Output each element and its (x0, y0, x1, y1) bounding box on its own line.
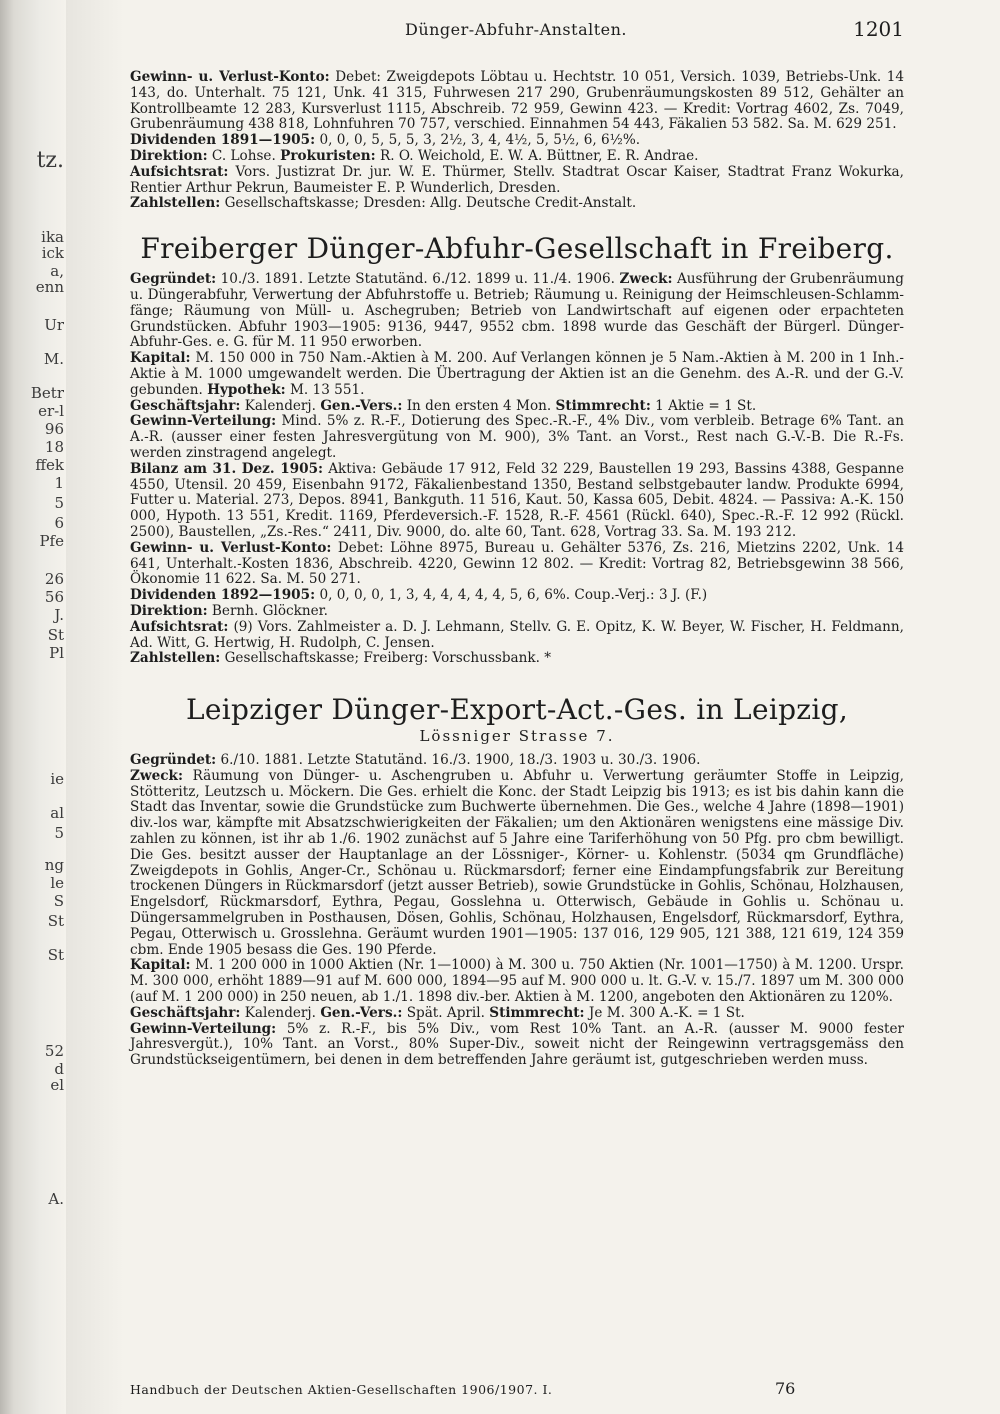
margin-fragment: er-l (38, 402, 64, 420)
entry-key: Zahlstellen: (130, 650, 221, 667)
margin-fragment: 18 (44, 438, 64, 456)
page-footer (130, 1379, 904, 1402)
entry-key: Gen.-Vers.: (320, 1004, 403, 1021)
entry-dividenden (130, 133, 904, 149)
margin-fragment: ie (50, 770, 64, 788)
entry-key: Gegründet: (130, 752, 217, 769)
entry-text: 10./3. 1891. Letzte Statutänd. 6./12. 1899 u. 11./4. 1906. (220, 271, 615, 288)
margin-fragment: St (47, 912, 64, 930)
margin-fragment: ng (44, 856, 64, 874)
entry-key: Hypothek: (207, 381, 286, 398)
entry-text: C. Lohse. (211, 147, 276, 164)
entry-text: In den ersten 4 Mon. (406, 397, 552, 414)
margin-fragment: le (50, 874, 64, 892)
margin-fragment: S (53, 892, 64, 910)
margin-fragment: Pl (49, 644, 64, 662)
entry-gewinn-verlust (130, 70, 904, 133)
margin-fragment: d (54, 1060, 64, 1078)
entry-key: Gen.-Vers.: (320, 397, 403, 414)
entry-text: M. 1 200 000 in 1000 Aktien (Nr. 1—1000) à M. 300 u. 750 Aktien (Nr. 1001—1750) à M. 1200. Urspr. M. 300 000, erhöht 1889—91 auf M. 600 000, 1894—95 auf M. 900 000 u. lt. G.-V. v. 15./7. 1897 um M. 300 000 (auf M. 1 200 000) in 250 neuen, ab 1./1. 1898 div.-ber. Aktien à M. 1200, angeboten den Aktionären zu 120%. (130, 957, 904, 1006)
margin-fragment: M. (43, 350, 64, 368)
entry-key: Aufsichtsrat: (130, 163, 229, 180)
page-number: 1201 (853, 17, 904, 41)
company-heading: Freiberger Dünger-Abfuhr-Gesellschaft in Freiberg. (140, 232, 894, 266)
entry-key: Stimmrecht: (555, 397, 651, 414)
margin-fragment: St (47, 946, 64, 964)
entry-key: Gewinn-Verteilung: (130, 413, 277, 430)
entry-geschaeftsjahr (130, 1006, 904, 1022)
margin-fragment: St (47, 626, 64, 644)
margin-fragment: enn (35, 278, 64, 296)
entry-text: Vors. Justizrat Dr. jur. W. E. Thürmer, Stellv. Stadtrat Oscar Kaiser, Stadtrat Franz Wokurka, Rentier Arthur Pekrun, Baumeister E. P. Wunderlich, Dresden. (130, 163, 904, 196)
entry-text: 5% z. R.-F., bis 5% Div., vom Rest 10% Tant. an A.-R. (ausser M. 9000 fester Jahresvergüt.), 10% Tant. an Vorst., 80% Super-Div., soweit nicht der Reingewinn vertragsgemäss den Grundstückseigentümern, bei denen in dem betreffenden Jahre geräumt ist, gutgeschrieben werden muss. (130, 1020, 904, 1069)
margin-fragment: 5 (54, 494, 64, 512)
company-heading: Leipziger Dünger-Export-Act.-Ges. in Leipzig, (185, 693, 849, 727)
entry-key: Gewinn- u. Verlust-Konto: (130, 69, 330, 85)
entry-geschaeftsjahr (130, 399, 904, 415)
entry-key: Kapital: (130, 957, 191, 974)
entry-text: Gesellschaftskasse; Dresden: Allg. Deutsche Credit-Anstalt. (224, 195, 637, 212)
running-header (128, 17, 904, 50)
entry-bilanz (130, 462, 904, 541)
entry-key: Geschäftsjahr: (130, 397, 241, 414)
margin-fragment: ffek (35, 456, 64, 474)
section-freiberg (130, 232, 904, 667)
margin-fragment: 52 (44, 1042, 64, 1060)
margin-fragment: 5 (54, 824, 64, 842)
section-leipzig (130, 693, 904, 1069)
entry-text: Debet: Zweigdepots Löbtau u. Hechtstr. 10 051, Versich. 1039, Betriebs-Unk. 14 143, do. Unterhalt. 75 121, Unk. 41 315, Fuhrwesen 217 290, Grubenräumungskosten 89 512, Gehälter an Kontrollbeamte 12 283, Kursverlust 1115, Abschreib. 72 959, Gewinn 423. — Kredit: Vortrag 4602, Zs. 7049, Grubenräumung 438 818, Lohnfuhren 70 757, verschied. Einnahmen 54 443, Fäkalien 53 582. Sa. M. 629 251. (130, 69, 905, 133)
entry-key: Dividenden 1892—1905: (130, 587, 316, 604)
entry-gewinn-verlust (130, 541, 904, 588)
entry-kapital (130, 351, 904, 398)
entry-key: Dividenden 1891—1905: (130, 132, 316, 149)
entry-zweck (130, 769, 904, 959)
entry-text: Mind. 5% z. R.-F., Dotierung des Spec.-R.-F., 4% Div., vom verbleib. Betrage 6% Tant. an A.-R. (ausser einer festen Jahresvergütung von M. 900), 3% Tant. an Vorst., Rest nach G.-V.-B. Die R.-Fs. werden zinstragend angelegt. (130, 413, 904, 461)
entry-text: Kalenderj. (244, 1004, 316, 1021)
margin-fragment: ika (41, 228, 64, 246)
margin-fragment: A. (48, 1190, 64, 1208)
entry-text: 1 Aktie = 1 St. (655, 397, 757, 414)
entry-text: Bernh. Glöckner. (211, 602, 328, 619)
entry-text: Debet: Löhne 8975, Bureau u. Gehälter 5376, Zs. 216, Mietzins 2202, Unk. 14 641, Unterhalt.-Kosten 1836, Abschreib. 4220, Gewinn 12 802. — Kredit: Vortrag 82, Betriebsgewinn 38 566, Ökonomie 11 622. Sa. M. 50 271. (130, 539, 904, 588)
entry-text: Je M. 300 A.-K. = 1 St. (588, 1004, 745, 1021)
entry-key: Stimmrecht: (489, 1004, 585, 1021)
running-title: Dünger-Abfuhr-Anstalten. (404, 20, 628, 39)
margin-fragment: 26 (44, 570, 64, 588)
entry-key: Gewinn-Verteilung: (130, 1020, 277, 1037)
entry-key: Zahlstellen: (130, 195, 221, 212)
margin-fragment: tz. (36, 148, 64, 173)
entry-text: 6./10. 1881. Letzte Statutänd. 16./3. 1900, 18./3. 1903 u. 30./3. 1906. (220, 752, 701, 769)
section-dresden-continued (130, 70, 904, 212)
entry-zahlstellen (130, 651, 904, 667)
left-margin-previous-page (0, 0, 66, 1414)
margin-fragment: J. (54, 606, 64, 624)
entry-gewinn-verteilung (130, 1022, 904, 1069)
entry-direktion (130, 604, 904, 620)
entry-zahlstellen (130, 196, 904, 212)
entry-dividenden (130, 588, 904, 604)
margin-fragment: a, (50, 262, 64, 280)
margin-fragment: el (50, 1076, 64, 1094)
entry-key: Direktion: (130, 147, 208, 164)
entry-text: M. 150 000 in 750 Nam.-Aktien à M. 200. Auf Verlangen können je 5 Nam.-Aktien à M. 200 in 1 Inh.-Aktie à M. 1000 umgewandelt werden. Die Übertragung der Aktien ist an die Genehm. des A.-R. und der G.-V. gebunden. (130, 350, 904, 398)
entry-key: Direktion: (130, 602, 208, 619)
entry-key: Geschäftsjahr: (130, 1004, 241, 1021)
entry-text: Kalenderj. (244, 397, 316, 414)
entry-aufsichtsrat (130, 165, 904, 197)
page-gutter (66, 0, 124, 1414)
entry-text: Räumung von Dünger- u. Aschengruben u. Abfuhr u. Verwertung geräumter Stoffe in Leipzig, Stötteritz, Leutzsch u. Möckern. Die Ges. erhielt die Konc. der Stadt Leipzig bis 1913; es ist bis dahin kann die Stadt das Inventar, sowie die Grundstücke zum Buchwerte übernehmen. Die Ges., welche 4 Jahre (1898—1901) div.-los war, kämpfte mit Absatzschwierigkeiten der Fäkalien; um den Aktionären wenigstens eine mässige Div. zahlen zu können, ist ihr ab 1./6. 1902 zunächst auf 5 Jahre eine Tariferhöhung von 50 Pfg. pro cbm bewilligt. Die Ges. besitzt ausser der Hauptanlage an der Lössniger-, Körner- u. Kohlenstr. (5034 qm Grundfläche) Zweigdepots in Gohlis, Anger-Cr., Schönau u. Rückmarsdorf; ferner eine Eindampfungsfabrik zur Bereitung trockenen Düngers in Rückmarsdorf (jetzt ausser Betrieb), sowie Grundstücke in Gohlis, Schönau, Holzhausen, Engelsdorf, Rückmarsdorf, Eythra, Pegau, Gosslehna u. Otterwisch, Gebäude in Gohlis u. Schönau u. Düngersammelgruben in Posthausen, Dösen, Gohlis, Schönau, Holzhausen, Engelsdorf, Rückmarsdorf, Eythra, Pegau, Otterwisch u. Grosslehna. Geräumt wurden 1901—1905: 137 016, 129 905, 121 388, 121 619, 124 359 cbm. Ende 1905 besass die Ges. 190 Pferde. (130, 767, 904, 958)
margin-fragment: Ur (44, 316, 64, 334)
entry-text: 0, 0, 0, 0, 1, 3, 4, 4, 4, 4, 4, 5, 6, 6%. Coup.-Verj.: 3 J. (F.) (319, 587, 708, 604)
entry-gewinn-verteilung (130, 414, 904, 461)
entry-text: 0, 0, 0, 5, 5, 5, 3, 2½, 3, 4, 4½, 5, 5½, 6, 6½%. (319, 132, 641, 149)
entry-key: Kapital: (130, 350, 191, 367)
entry-key: Gegründet: (130, 271, 217, 288)
entry-direktion-prokuristen (130, 149, 904, 165)
entry-text: Ausführung der Grubenräumung u. Düngerabfuhr, Verwertung der Abfuhrstoffe u. Betrieb; Räumung u. Reinigung der Heimschleusen-Schlammfänge; Räumung von Müll- u. Aschegruben; Betrieb von Landwirtschaft auf eigenen oder erpachteten Grundstücken. Abfuhr 1903—1905: 9136, 9447, 9552 cbm. 1898 wurde das Geschäft der Bürgerl. Dünger-Abfuhr-Ges. e. G. für M. 11 950 erworben. (130, 271, 904, 351)
margin-fragment: 96 (44, 420, 64, 438)
entry-gegruendet-zweck (130, 272, 904, 351)
entry-key: Bilanz am 31. Dez. 1905: (130, 460, 324, 477)
entry-key: Gewinn- u. Verlust-Konto: (130, 539, 332, 556)
page-body (130, 70, 904, 1069)
footer-signature-number: 76 (775, 1379, 796, 1398)
entry-aufsichtsrat (130, 620, 904, 652)
entry-key: Zweck: (130, 767, 183, 784)
entry-text: Spät. April. (406, 1004, 485, 1021)
entry-key: Prokuristen: (280, 147, 376, 164)
margin-fragment: 6 (54, 514, 64, 532)
footer-publication: Handbuch der Deutschen Aktien-Gesellschaften 1906/1907. I. (130, 1382, 553, 1397)
entry-gegruendet (130, 753, 904, 769)
entry-key: Zweck: (619, 271, 673, 288)
company-address: Lössniger Strasse 7. (419, 727, 615, 746)
margin-fragment: al (50, 804, 64, 822)
margin-fragment: ick (41, 244, 64, 262)
entry-text: Gesellschaftskasse; Freiberg: Vorschussbank. * (224, 650, 552, 667)
entry-text: Aktiva: Gebäude 17 912, Feld 32 229, Baustellen 19 293, Bassins 4388, Gespanne 4550, Utensil. 20 459, Eisenbahn 9172, Fäkalienbestand 1350, Bestand selbstgebauter landw. Produkte 6994, Futter u. Material. 273, Depos. 8941, Bankguth. 11 516, Kaut. 50, Kassa 605, Debit. 4824. — Passiva: A.-K. 150 000, Hypoth. 13 551, Kredit. 1169, Pferdeversich.-F. 1528, R.-F. 4561 (Rückl. 640), Spec.-R.-F. 12 992 (Rückl. 2500), Baustellen, „Zs.-Res.“ 2411, Div. 9000, do. alte 60, Tant. 628, Vortrag 33. Sa. M. 193 212. (130, 460, 904, 540)
margin-fragment: Betr (30, 384, 64, 402)
entry-key: Aufsichtsrat: (130, 618, 229, 635)
entry-text: M. 13 551. (290, 381, 365, 398)
entry-text: R. O. Weichold, E. W. A. Büttner, E. R. Andrae. (380, 147, 699, 164)
entry-text: (9) Vors. Zahlmeister a. D. J. Lehmann, Stellv. G. E. Opitz, K. W. Beyer, W. Fischer, H. Feldmann, Ad. Witt, G. Hertwig, H. Rudolph, C. Jensen. (130, 618, 904, 651)
margin-fragment: 1 (54, 474, 64, 492)
entry-kapital (130, 958, 904, 1005)
margin-fragment: Pfe (39, 532, 64, 550)
margin-fragment: 56 (44, 588, 64, 606)
